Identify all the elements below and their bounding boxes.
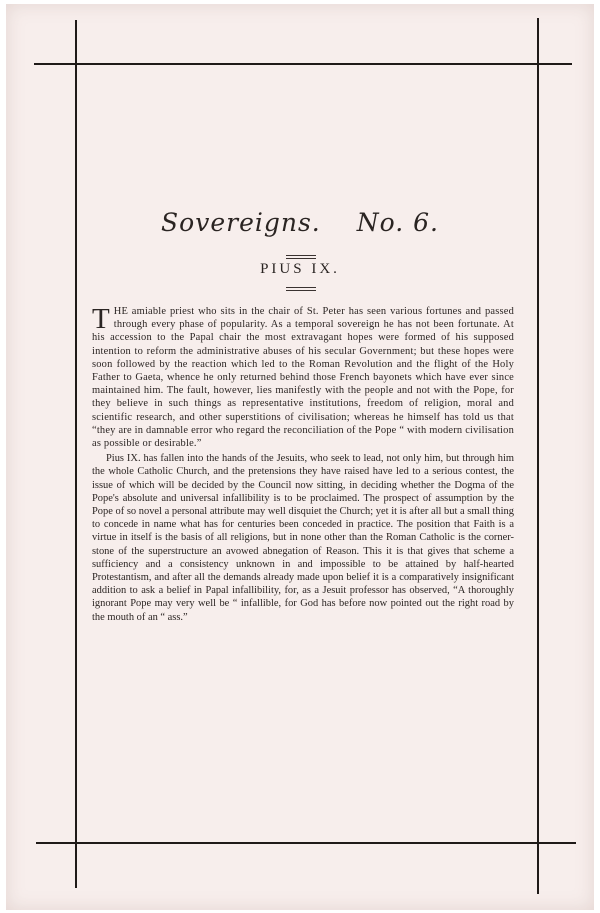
drop-cap: T bbox=[92, 303, 110, 335]
page-title bbox=[0, 208, 600, 237]
article-body bbox=[92, 305, 514, 624]
title-rule-lower bbox=[286, 287, 316, 288]
subtitle: PIUS IX. bbox=[260, 261, 340, 277]
title-rule-lower-2 bbox=[286, 290, 316, 291]
frame-top-line bbox=[34, 63, 572, 65]
frame-bottom-line bbox=[36, 842, 576, 844]
paragraph-1 bbox=[92, 305, 514, 450]
title-word: Sovereigns. bbox=[161, 208, 321, 237]
title-rule-upper bbox=[286, 255, 316, 256]
title-number: No. 6. bbox=[356, 208, 439, 237]
paragraph-2: Pius IX. has fallen into the hands of the Jesuits, who seek to lead, not only him, but through him the whole Catholic Church, and the pretensions they have raised have led to a serious contest, the issue of which will be decided by the Council now sitting, in deciding whether the Dogma of the Pope's absolute and universal infallibility is to be proclaimed. The prospect of assumption by the Pope of so novel a personal attribute may well disquiet the Church; yet it is after all but a small thing to concede in name what has for centuries been conceded in practice. The position that Faith is a virtue in itself is the basis of all religions, but in none other than the Roman Catholic is the corner-stone of the superstructure an avowed abnegation of Reason. This it is that gives that scheme a sufficiency and a consistency unknown in and impossible to be attained by half-hearted Protestantism, and after all the demands already made upon belief it is a comparatively insignificant addition to ask a belief in Papal infallibility, for, as a Jesuit professor has observed, “A thoroughly ignorant Pope may very well be “ infallible, for God has before now pointed out the right road by the mouth of an “ ass.” bbox=[92, 453, 514, 623]
paragraph-1-text: HE amiable priest who sits in the chair of St. Peter has seen various fortunes and passed through every phase of popularity. As a temporal sovereign he has not been fortunate. At his accession to the Papal chair the most extravagant hopes were formed of his supposed intention to reform the administrative abuses of his secular Government; but these hopes were soon followed by the reaction which led to the Roman Revolution and the flight of the Holy Father to Gaeta, whence he only returned behind those French bayonets which have ever since maintained him. The fault, however, lies manifestly with the people and not with the Pope, for they believe in such things as representative institutions, freedom of religion, moral and scientific research, and other superstitions of civilisation; whereas he himself has told us that “they are in damnable error who regard the reconciliation of the Pope “ with modern civilisation as possible or desirable.” bbox=[92, 306, 514, 450]
title-rule-upper-2 bbox=[286, 258, 316, 259]
frame-right-line bbox=[537, 18, 539, 894]
frame-left-line bbox=[75, 20, 77, 888]
